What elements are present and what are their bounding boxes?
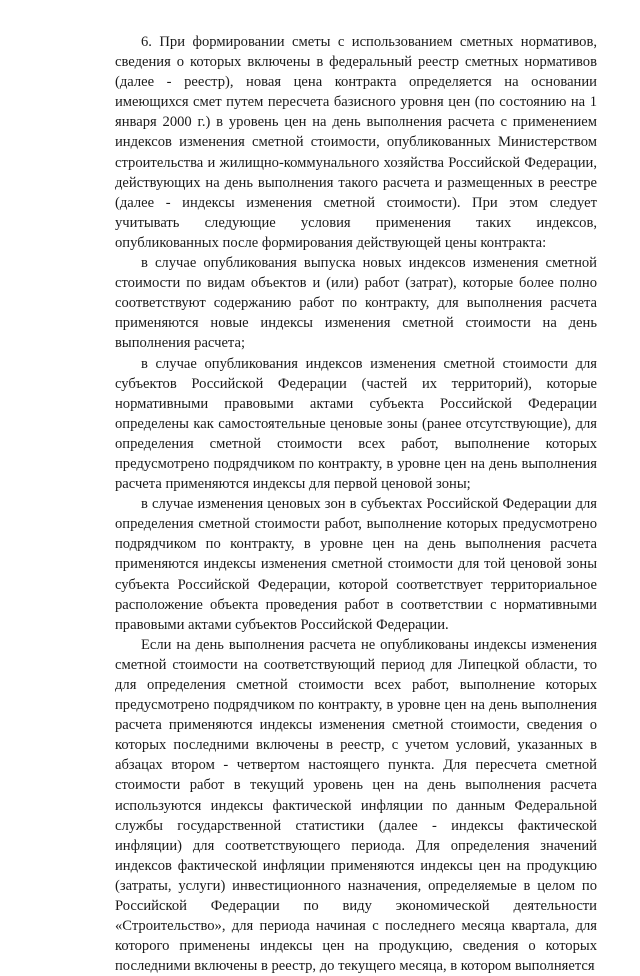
paragraph-new-indices: в случае опубликования выпуска новых индексов изменения сметной стоимости по видам объектов и (или) работ (затрат), которые более полно соответствуют содержанию работ по контракту, для выполнения расчета применяются новые индексы изменения сметной стоимости на день выполнения расчета;: [115, 255, 597, 352]
paragraph-inflation-indices: Если на день выполнения расчета не опубликованы индексы изменения сметной стоимости на соответствующий период для Липецкой области, то для определения сметной стоимости всех работ, выполнение которых предусмотрено подрядчиком по контракту, в уровне цен на день выполнения расчета применяются индексы изменения сметной стоимости, сведения о которых последними включены в реестр, с учетом условий, указанных в абзацах втором - четвертом настоящего пункта. Для пересчета сметной стоимости работ в текущий уровень цен на день выполнения расчета используются индексы фактической инфляции по данным Федеральной службы государственной статистики (далее - индексы фактической инфляции) для соответствующего периода. Для определения значений индексов фактической инфляции применяются индексы цен на продукцию (затраты, услуги) инвестиционного назначения, определяемые в целом по Российской Федерации по виду экономической деятельности «Строительство», для периода начиная с последнего месяца квартала, для которого применены индексы цен на продукцию, сведения о которых последними включены в реестр, до текущего месяца, в котором выполняется: [115, 636, 597, 975]
paragraph-price-zones: в случае изменения ценовых зон в субъектах Российской Федерации для определения сметной стоимости работ, выполнение которых предусмотрено подрядчиком по контракту, в уровне цен на день выполнения расчета применяются индексы изменения сметной стоимости для той ценовой зоны субъекта Российской Федерации, которой соответствует территориальное расположение объекта проведения работ в соответствии с нормативными правовыми актами субъектов Российской Федерации.: [115, 496, 597, 633]
paragraph-subject-indices: в случае опубликования индексов изменения сметной стоимости для субъектов Российской Федерации (частей их территорий), которые нормативными правовыми актами субъекта Российской Федерации определены как самостоятельные ценовые зоны (ранее отсутствующие), для определения сметной стоимости всех работ, выполнение которых предусмотрено подрядчиком по контракту, в уровне цен на день выполнения расчета применяются индексы для первой ценовой зоны;: [115, 355, 597, 493]
paragraph-item-6: 6. При формировании сметы с использованием сметных нормативов, сведения о которых включены в федеральный реестр сметных нормативов (далее - реестр), новая цена контракта определяется на основании имеющихся смет путем пересчета базисного уровня цен (по состоянию на 1 января 2000 г.) в уровень цен на день выполнения расчета с применением индексов изменения сметной стоимости, опубликованных Министерством строительства и жилищно-коммунального хозяйства Российской Федерации, действующих на день выполнения такого расчета и размещенных в реестре (далее - индексы изменения сметной стоимости). При этом следует учитывать следующие условия применения таких индексов, опубликованных после формирования действующей цены контракта:: [115, 34, 597, 251]
document-body: [115, 32, 597, 976]
